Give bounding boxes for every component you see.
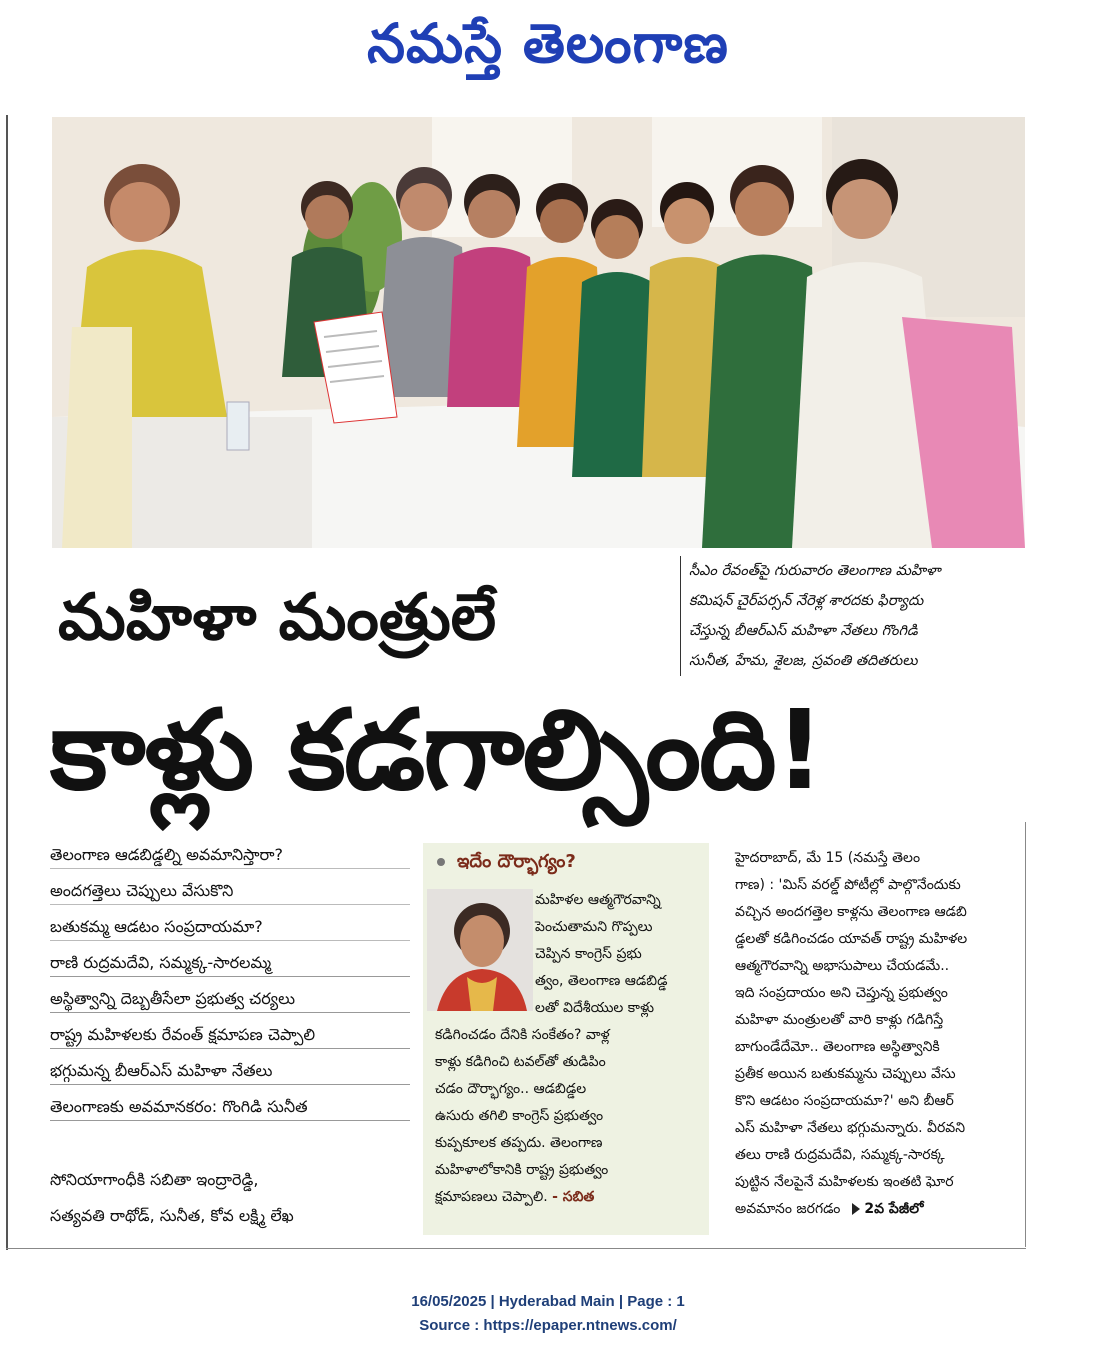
article-line: డ్డలతో కడిగించడం యావత్ రాష్ట్ర మహిళల	[735, 931, 968, 947]
article-line-last	[735, 1196, 1025, 1223]
quote-box-title	[437, 851, 576, 876]
signatories-line: సత్యవతి రాథోడ్, సునీత, కోవ లక్ష్మి లేఖ	[50, 1206, 294, 1225]
continued-label: 2వ పేజీలో	[864, 1201, 924, 1217]
article-line: ఇది సంప్రదాయం అని చెప్తున్న ప్రభుత్వం	[735, 985, 948, 1001]
article-line: కొని ఆడటం సంప్రదాయమా?' అని బీఆర్	[735, 1093, 954, 1109]
photo-caption	[680, 556, 1029, 676]
article-line: హైదరాబాద్, మే 15 (నమస్తే తెలం	[735, 850, 921, 866]
quote-line: మహిళల ఆత్మగౌరవాన్ని	[535, 892, 661, 908]
signatories-line: సోనియాగాంధీకి సబితా ఇంద్రారెడ్డి,	[50, 1170, 259, 1189]
subheadline-item: తెలంగాణకు అవమానకరం: గొంగిడి సునీత	[50, 1094, 410, 1121]
quote-line: పెంచుతామని గొప్పలు	[535, 919, 653, 935]
footer-source-link[interactable]: Source : https://epaper.ntnews.com/	[419, 1317, 677, 1334]
bullet-dot-icon	[437, 858, 445, 866]
quote-line: చెప్పిన కాంగ్రెస్ ప్రభు	[535, 946, 642, 962]
quote-line-last	[423, 1184, 703, 1211]
letter-signatories	[50, 1162, 410, 1234]
subheadline-item: అందగత్తెలు చెప్పులు వేసుకొని	[50, 878, 410, 905]
caption-line: కమిషన్ చైర్‌పర్సన్ నేరెళ్ల శారదకు ఫిర్యాదు	[689, 593, 924, 609]
article-line: ఎస్ మహిళా నేతలు భగ్గుమన్నారు. వీరవని	[735, 1120, 966, 1136]
subheadline-item: బతుకమ్మ ఆడటం సంప్రదాయమా?	[50, 914, 410, 941]
subheadline-item: అస్థిత్వాన్ని దెబ్బతీసేలా ప్రభుత్వ చర్యలు	[50, 986, 410, 1013]
subheadline-item: రాష్ట్ర మహిళలకు రేవంత్ క్షమాపణ చెప్పాలి	[50, 1022, 410, 1049]
article-last-text: అవమానం జరగడం	[735, 1201, 841, 1217]
subheadline-list	[50, 842, 410, 1130]
quote-line: లతో విదేశీయుల కాళ్లు	[535, 1000, 655, 1016]
article-line: పుట్టిన నేలపైనే మహిళలకు ఇంతటి ఘోర	[735, 1174, 954, 1190]
quote-box	[423, 843, 709, 1235]
article-body	[735, 845, 1025, 1223]
quote-text	[423, 887, 703, 1211]
continued-link[interactable]	[852, 1196, 923, 1223]
quote-line: కడిగించడం దేనికి సంకేతం? వాళ్ల	[435, 1027, 610, 1043]
article-line: ప్రతీక అయిన బతుకమ్మను చెప్పులు వేసు	[735, 1066, 956, 1082]
subheadline-item: రాణి రుద్రమదేవి, సమ్మక్క-సారలమ్మ	[50, 950, 410, 977]
quote-line: కాళ్లు కడిగించి టవల్‌తో తుడిపిం	[435, 1054, 606, 1070]
quote-line: త్వం, తెలంగాణ ఆడబిడ్డ	[535, 973, 668, 989]
quote-signature: - సబిత	[552, 1189, 595, 1205]
caption-line: సునీత, హేమ, శైలజ, స్రవంతి తదితరులు	[689, 653, 918, 669]
quote-box-title-text: ఇదేం దౌర్భాగ్యం?	[457, 851, 576, 872]
article-line: ఆత్మగౌరవాన్ని అభాసుపాలు చేయడమే..	[735, 958, 950, 974]
page-footer	[0, 1290, 1096, 1338]
quote-line: ఉసురు తగిలి కాంగ్రెస్ ప్రభుత్వం	[435, 1108, 604, 1124]
caption-line: సీఎం రేవంత్‌పై గురువారం తెలంగాణ మహిళా	[689, 563, 941, 579]
caption-line: చేస్తున్న బీఆర్‌ఎస్ మహిళా నేతలు గొంగిడి	[689, 623, 918, 639]
column-rule-left	[6, 115, 8, 1250]
subheadline-item: భగ్గుమన్న బీఆర్‌ఎస్ మహిళా నేతలు	[50, 1058, 410, 1085]
column-rule-right	[1025, 822, 1026, 1247]
footer-edition-info: 16/05/2025 | Hyderabad Main | Page : 1	[411, 1293, 685, 1310]
quote-last-text: క్షమాపణలు చెప్పాలి.	[435, 1189, 548, 1205]
article-line: వచ్చిన అందగత్తెల కాళ్లను తెలంగాణ ఆడబి	[735, 904, 967, 920]
headline-line-2: కాళ్లు కడగాల్సింది!	[50, 686, 823, 814]
headline-line-1: మహిళా మంత్రులే	[58, 581, 497, 655]
news-photo	[52, 117, 1025, 548]
quote-line: మహిళాలోకానికి రాష్ట్ర ప్రభుత్వం	[435, 1162, 609, 1178]
article-line: మహిళా మంత్రులతో వారి కాళ్లు గడిగిస్తే	[735, 1012, 944, 1028]
quote-line: చడం దౌర్భాగ్యం.. ఆడబిడ్డల	[435, 1081, 587, 1097]
page-bottom-rule	[6, 1248, 1026, 1249]
article-line: తలు రాణి రుద్రమదేవి, సమ్మక్క-సారక్క	[735, 1147, 945, 1163]
subheadline-item: తెలంగాణ ఆడబిడ్డల్ని అవమానిస్తారా?	[50, 842, 410, 869]
article-line: గాణ) : 'మిస్ వరల్డ్ పోటీల్లో పాల్గొనేందుకు	[735, 877, 961, 893]
newspaper-masthead: నమస్తే తెలంగాణ	[367, 11, 729, 75]
article-line: బాగుండేదేమో.. తెలంగాణ అస్థిత్వానికి	[735, 1039, 940, 1055]
arrow-right-icon	[852, 1203, 860, 1215]
quote-line: కుప్పకూలక తప్పదు. తెలంగాణ	[435, 1135, 603, 1151]
